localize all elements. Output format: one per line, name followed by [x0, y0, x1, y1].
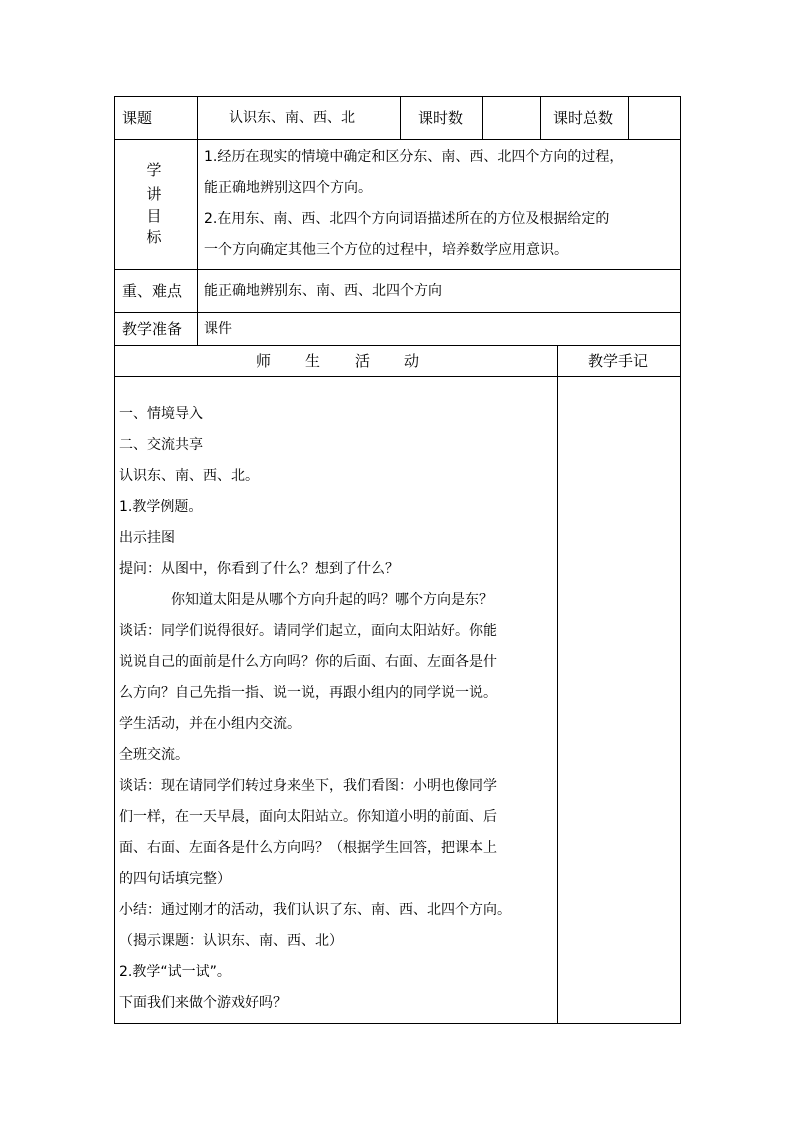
activity-header-char-4: 动: [404, 352, 420, 370]
row-divider-prep: [114, 345, 681, 346]
goals-line: 一个方向确定其他三个方位的过程中，培养数学应用意识。: [204, 242, 568, 258]
goals-line: 1.经历在现实的情境中确定和区分东、南、西、北四个方向的过程，: [204, 149, 624, 165]
activity-body: [119, 399, 559, 1019]
activity-line: 你知道太阳是从哪个方向升起的吗？哪个方向是东？: [171, 592, 493, 608]
goals-label-char-3: 目: [146, 207, 162, 225]
activity-header-char-3: 活: [355, 352, 371, 370]
activity-line: 谈话：同学们说得很好。请同学们起立，面向太阳站好。你能: [119, 623, 497, 639]
topic-value: 认识东、南、西、北: [229, 110, 355, 126]
activity-line: 学生活动，并在小组内交流。: [119, 716, 301, 732]
preparation-value: 课件: [204, 321, 232, 337]
hours-label-divider: [482, 96, 483, 140]
total-hours-divider: [628, 96, 629, 140]
row-divider-activity-header: [114, 376, 681, 377]
activity-line: 2.教学“试一试”。: [119, 964, 231, 980]
goals-line: 能正确地辨别这四个方向。: [204, 180, 372, 196]
activity-line: 全班交流。: [119, 747, 189, 763]
goals-label-char-2: 讲: [146, 185, 162, 203]
goals-text: [204, 142, 678, 266]
topic-value-divider: [400, 96, 401, 140]
row-divider-keypoints: [114, 312, 681, 313]
hours-value-divider: [540, 96, 541, 140]
table-border-left: [114, 96, 115, 1024]
activity-line: 说说自己的面前是什么方向吗？你的后面、右面、左面各是什: [119, 654, 497, 670]
goals-label-char-4: 标: [146, 228, 162, 246]
total-hours-label: 课时总数: [553, 109, 614, 127]
table-border-top: [114, 96, 681, 97]
activity-line: 出示挂图: [119, 530, 175, 546]
activity-line: 面、右面、左面各是什么方向吗？（根据学生回答，把课本上: [119, 840, 497, 856]
table-border-right: [680, 96, 681, 1024]
hours-label: 课时数: [418, 109, 464, 127]
preparation-label: 教学准备: [122, 320, 183, 338]
table-border-bottom: [114, 1023, 681, 1024]
activity-line: 二、交流共享: [119, 437, 203, 453]
label-column-divider: [197, 96, 198, 346]
activity-line: 下面我们来做个游戏好吗？: [119, 995, 287, 1011]
activity-line: 认识东、南、西、北。: [119, 468, 259, 484]
keypoints-label: 重、难点: [122, 282, 183, 300]
activity-header-char-2: 生: [305, 352, 321, 370]
activity-line: 么方向？自己先指一指、说一说，再跟小组内的同学说一说。: [119, 685, 497, 701]
topic-label: 课题: [122, 109, 153, 127]
row-divider-goals: [114, 269, 681, 270]
activity-line: 小结：通过刚才的活动，我们认识了东、南、西、北四个方向。: [119, 902, 511, 918]
keypoints-value: 能正确地辨别东、南、西、北四个方向: [204, 283, 442, 299]
activity-line: 们一样，在一天早晨，面向太阳站立。你知道小明的前面、后: [119, 809, 497, 825]
notes-column-label: 教学手记: [588, 352, 649, 370]
goals-line: 2.在用东、南、西、北四个方向词语描述所在的方位及根据给定的: [204, 211, 610, 227]
activity-header-char-1: 师: [256, 352, 272, 370]
activity-line: 的四句话填完整）: [119, 871, 231, 887]
activity-line: 1.教学例题。: [119, 499, 203, 515]
activity-line: （揭示课题：认识东、南、西、北）: [119, 933, 343, 949]
activity-line: 一、情境导入: [119, 406, 203, 422]
row-divider-header: [114, 139, 681, 140]
activity-line: 提问：从图中，你看到了什么？想到了什么？: [119, 561, 399, 577]
activity-line: 谈话：现在请同学们转过身来坐下，我们看图：小明也像同学: [119, 778, 497, 794]
goals-label-char-1: 学: [146, 161, 162, 179]
